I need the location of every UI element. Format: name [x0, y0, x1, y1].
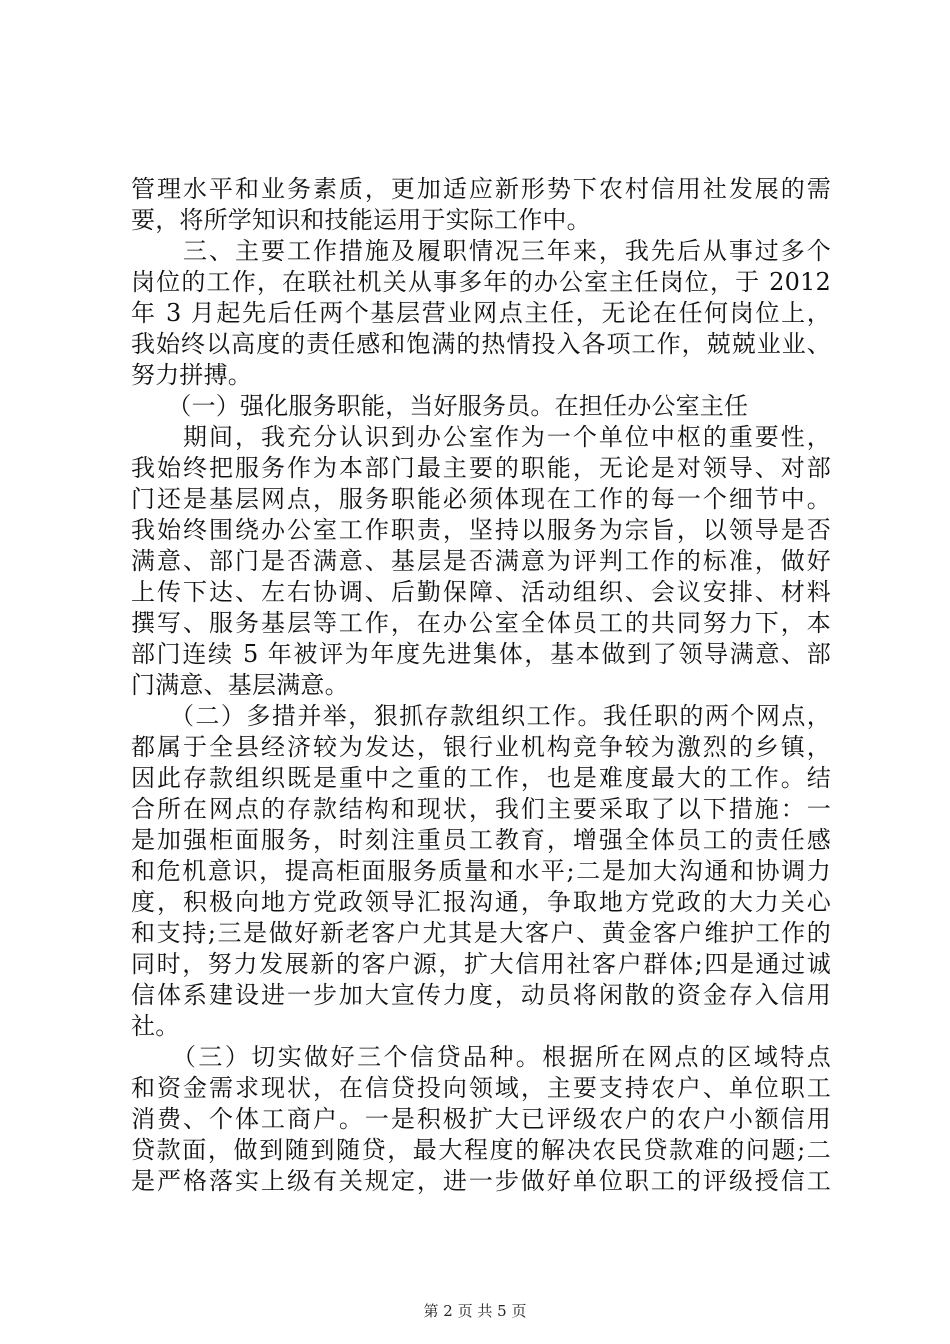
- page-footer: 第 2 页 共 5 页: [423, 1302, 527, 1320]
- text-line: 三、主要工作措施及履职情况三年来，我先后从事过多个: [131, 237, 831, 265]
- text-line: 消费、个体工商户。一是积极扩大已评级农户的农户小额信用: [131, 1105, 831, 1133]
- text-line: 我始终把服务作为本部门最主要的职能，无论是对领导、对部: [131, 454, 831, 482]
- text-line: 和危机意识，提高柜面服务质量和水平;二是加大沟通和协调力: [131, 857, 831, 885]
- text-line: 管理水平和业务素质，更加适应新形势下农村信用社发展的需: [131, 175, 831, 203]
- text-line: 贷款面，做到随到随贷，最大程度的解决农民贷款难的问题;二: [131, 1136, 831, 1164]
- text-line: 因此存款组织既是重中之重的工作，也是难度最大的工作。结: [131, 764, 831, 792]
- text-line: 度，积极向地方党政领导汇报沟通，争取地方党政的大力关心: [131, 888, 831, 916]
- text-line: （三）切实做好三个信贷品种。根据所在网点的区域特点: [131, 1043, 831, 1071]
- text-line: 满意、部门是否满意、基层是否满意为评判工作的标准，做好: [131, 547, 831, 575]
- text-line: 信体系建设进一步加大宣传力度，动员将闲散的资金存入信用: [131, 981, 831, 1009]
- text-line: 部门连续 5 年被评为年度先进集体，基本做到了领导满意、部: [131, 640, 831, 668]
- text-line: 上传下达、左右协调、后勤保障、活动组织、会议安排、材料: [131, 578, 831, 606]
- text-line: 我始终围绕办公室工作职责，坚持以服务为宗旨，以领导是否: [131, 516, 831, 544]
- text-line: 同时，努力发展新的客户源，扩大信用社客户群体;四是通过诚: [131, 950, 831, 978]
- text-line: 岗位的工作，在联社机关从事多年的办公室主任岗位，于 2012: [131, 268, 831, 296]
- text-line: 都属于全县经济较为发达，银行业机构竞争较为激烈的乡镇，: [131, 733, 831, 761]
- text-line: 我始终以高度的责任感和饱满的热情投入各项工作，兢兢业业、: [131, 330, 831, 358]
- text-line: 门满意、基层满意。: [131, 671, 349, 699]
- text-line: 年 3 月起先后任两个基层营业网点主任，无论在任何岗位上，: [131, 299, 831, 327]
- text-line: 期间，我充分认识到办公室作为一个单位中枢的重要性，: [131, 423, 831, 451]
- text-line: 门还是基层网点，服务职能必须体现在工作的每一个细节中。: [131, 485, 831, 513]
- text-line: 社。: [131, 1012, 180, 1040]
- text-line: 是严格落实上级有关规定，进一步做好单位职工的评级授信工: [131, 1167, 831, 1195]
- text-line: （一）强化服务职能，当好服务员。在担任办公室主任: [131, 392, 749, 420]
- text-line: 是加强柜面服务，时刻注重员工教育，增强全体员工的责任感: [131, 826, 831, 854]
- text-line: 和资金需求现状，在信贷投向领域，主要支持农户、单位职工: [131, 1074, 831, 1102]
- text-line: 合所在网点的存款结构和现状，我们主要采取了以下措施：一: [131, 795, 831, 823]
- text-line: 努力拼搏。: [131, 361, 252, 389]
- text-line: 撰写、服务基层等工作，在办公室全体员工的共同努力下，本: [131, 609, 831, 637]
- body-text: [131, 174, 831, 1197]
- text-line: 和支持;三是做好新老客户尤其是大客户、黄金客户维护工作的: [131, 919, 831, 947]
- text-line: （二）多措并举，狠抓存款组织工作。我任职的两个网点，: [131, 702, 831, 730]
- text-line: 要，将所学知识和技能运用于实际工作中。: [131, 206, 591, 234]
